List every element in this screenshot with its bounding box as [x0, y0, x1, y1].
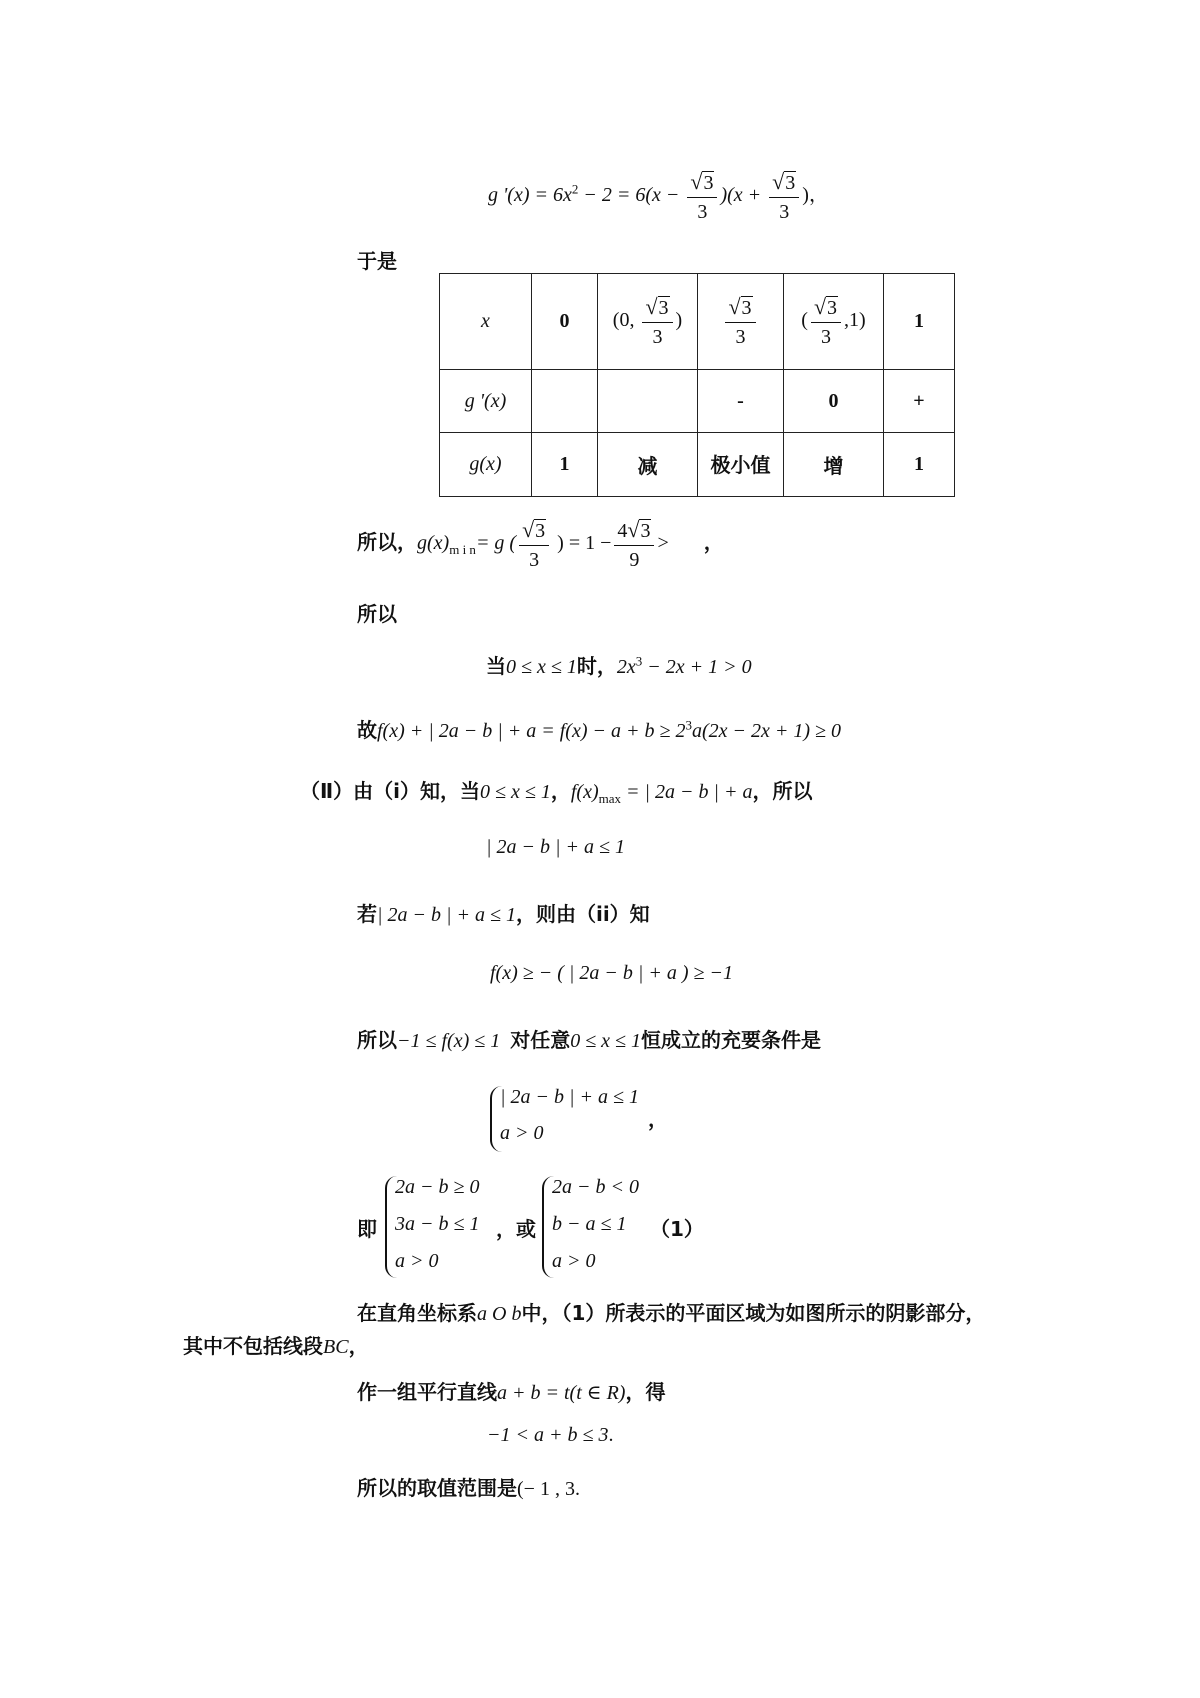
table-cell: 0 — [532, 274, 598, 370]
table-cell: 1 — [884, 433, 955, 497]
table-row-x — [440, 274, 955, 370]
table-cell — [532, 370, 598, 433]
equation-gprime: g '$(x) = 6x^2 - 2 = 6(x$ − $\frac{√3}{3}$ )(x + $\frac{√3}{3}$ )， — [488, 169, 829, 223]
table-row-gprime — [440, 370, 955, 433]
text-huo: ，或 — [496, 1217, 536, 1241]
table-cell: x — [440, 274, 532, 370]
line-zuo: 作一组平行直线a + b = t(t ∈ R)，得 — [357, 1380, 666, 1404]
system1-line1: | 2a − b | + a ≤ 1 — [500, 1086, 639, 1108]
system1-line2: a > 0 — [500, 1122, 544, 1144]
text-suoyi: 所以 — [357, 602, 397, 626]
table-cell: 增 — [784, 433, 884, 497]
line-dang: 当0 ≤ x ≤ 1时，$2x^3 - 2x + 1 > 0$ — [486, 653, 752, 678]
system2a-line3: a > 0 — [395, 1250, 439, 1272]
line-gu: 故f(x) + | 2a − b | + $a = f(x) - a + b \ge 2^3a(2x - 2x + 1) \ge 0$ — [357, 717, 842, 742]
line-zhijiao: 在直角坐标系a O b中，（1）所表示的平面区域为如图所示的阴影部分， — [357, 1301, 986, 1325]
line-ruo: 若| 2a − b | + a ≤ 1，则由（ii）知 — [357, 902, 650, 926]
table-cell: 1 — [884, 274, 955, 370]
table-cell: 减 — [598, 433, 698, 497]
line-ineq1: | 2a − b | + a ≤ 1 — [486, 836, 625, 858]
system2b-line3: a > 0 — [552, 1250, 596, 1272]
system2a-line1: 2a − b ≥ 0 — [395, 1176, 480, 1198]
system2b-line1: 2a − b < 0 — [552, 1176, 639, 1198]
system1-comma: ， — [648, 1107, 668, 1131]
monotonicity-table — [439, 273, 955, 497]
line-final: 所以的取值范围是(− 1 , 3. — [357, 1476, 580, 1500]
table-cell — [598, 370, 698, 433]
line-range: −1 < a + b ≤ 3. — [487, 1424, 614, 1446]
table-cell: g(x) — [440, 433, 532, 497]
line-condition: 所以−1 ≤ f(x) ≤ 1 对任意0 ≤ x ≤ 1恒成立的充要条件是 — [357, 1028, 822, 1052]
table-cell: 1 — [532, 433, 598, 497]
table-cell: (0, $\frac{√3}{3}$ ) — [598, 274, 698, 370]
table-cell: - — [698, 370, 784, 433]
system2b-line2: b − a ≤ 1 — [552, 1213, 627, 1235]
text-ji: 即 — [357, 1217, 377, 1241]
text-yushi: 于是 — [357, 249, 397, 273]
line-fx: f(x) ≥ − ( | 2a − b | + a ) ≥ −1 — [490, 962, 734, 984]
line-qizhong: 其中不包括线段BC， — [183, 1334, 369, 1358]
table-cell: + — [884, 370, 955, 433]
table-cell: $\frac{√3}{3}$ — [698, 274, 784, 370]
table-cell: g '(x) — [440, 370, 532, 433]
label-1: （1） — [650, 1217, 704, 1241]
line-gmin: 所以，$g(x)_{m i n}= g$ ( $\frac{√3}{3}$ ) = 1 − $\frac{4√3}{9}$ > ， — [357, 517, 724, 571]
line-part2: （Ⅱ）由（i）知，当0 ≤ x ≤ 1，$f(x)_{max}$ = | 2a − b | + a，所以 — [300, 779, 813, 806]
table-cell: ( $\frac{√3}{3}$ ,1) — [784, 274, 884, 370]
table-cell: 0 — [784, 370, 884, 433]
table-row-g — [440, 433, 955, 497]
table-cell: 极小值 — [698, 433, 784, 497]
system2a-line2: 3a − b ≤ 1 — [395, 1213, 480, 1235]
